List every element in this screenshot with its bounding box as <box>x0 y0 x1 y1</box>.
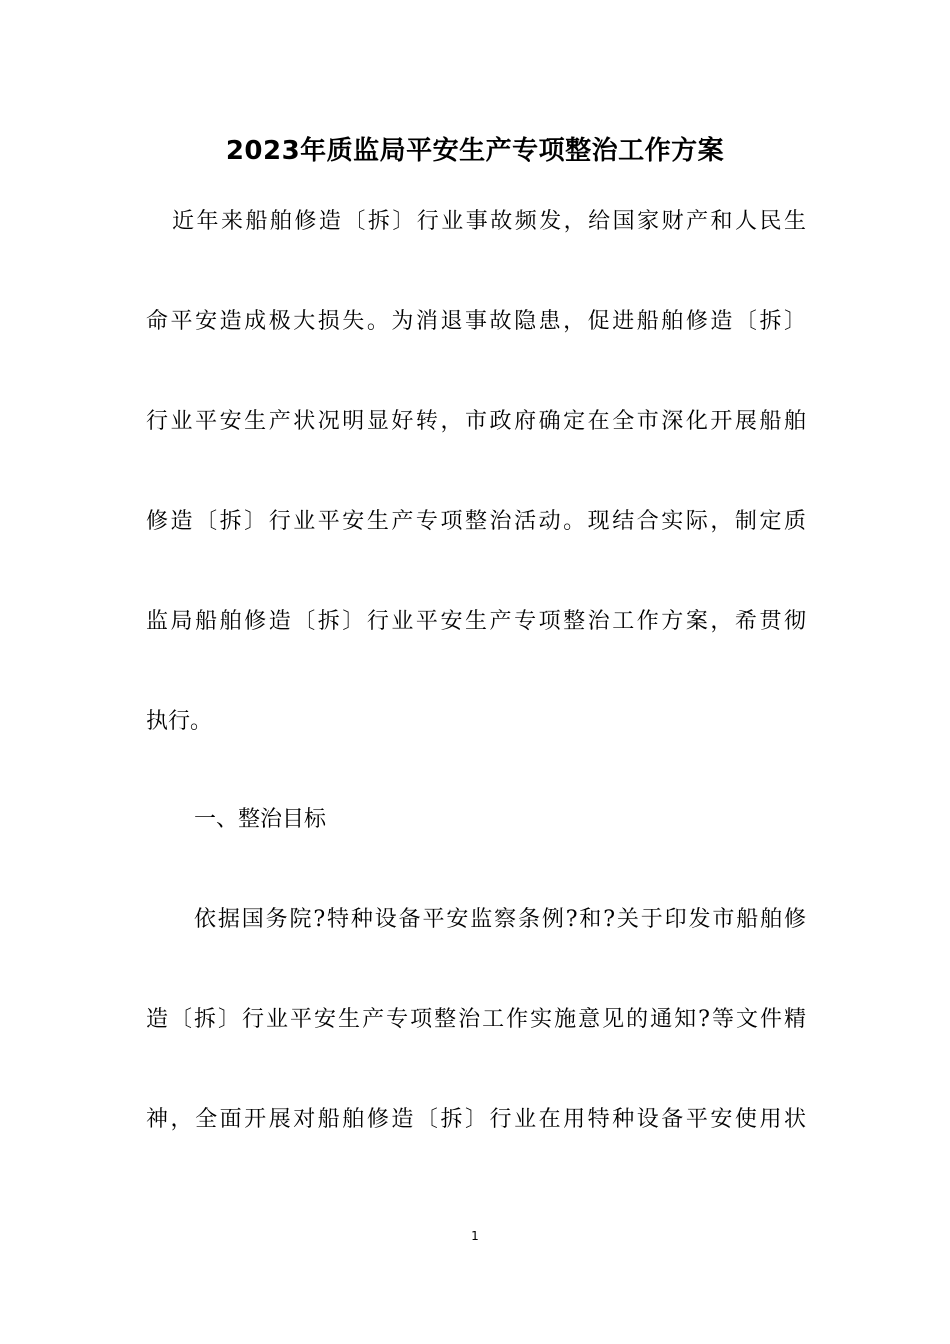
paragraph-line: 执行。 <box>146 709 213 734</box>
paragraph-line: 神，全面开展对船舶修造〔拆〕行业在用特种设备平安使用状 <box>146 1107 806 1132</box>
page-number: 1 <box>471 1229 479 1243</box>
paragraph-line: 修造〔拆〕行业平安生产专项整治活动。现结合实际，制定质 <box>146 509 806 534</box>
paragraph-line: 近年来船舶修造〔拆〕行业事故频发，给国家财产和人民生 <box>172 209 806 234</box>
document-title: 2023年质监局平安生产专项整治工作方案 <box>225 136 725 166</box>
paragraph-line: 监局船舶修造〔拆〕行业平安生产专项整治工作方案，希贯彻 <box>146 609 806 634</box>
section-heading: 一、整治目标 <box>194 807 327 832</box>
paragraph-line: 造〔拆〕行业平安生产专项整治工作实施意见的通知?等文件精 <box>146 1007 806 1032</box>
paragraph-line: 命平安造成极大损失。为消退事故隐患，促进船舶修造〔拆〕 <box>146 309 806 334</box>
paragraph-line: 依据国务院?特种设备平安监察条例?和?关于印发市船舶修 <box>194 907 806 932</box>
paragraph-line: 行业平安生产状况明显好转，市政府确定在全市深化开展船舶 <box>146 409 806 434</box>
